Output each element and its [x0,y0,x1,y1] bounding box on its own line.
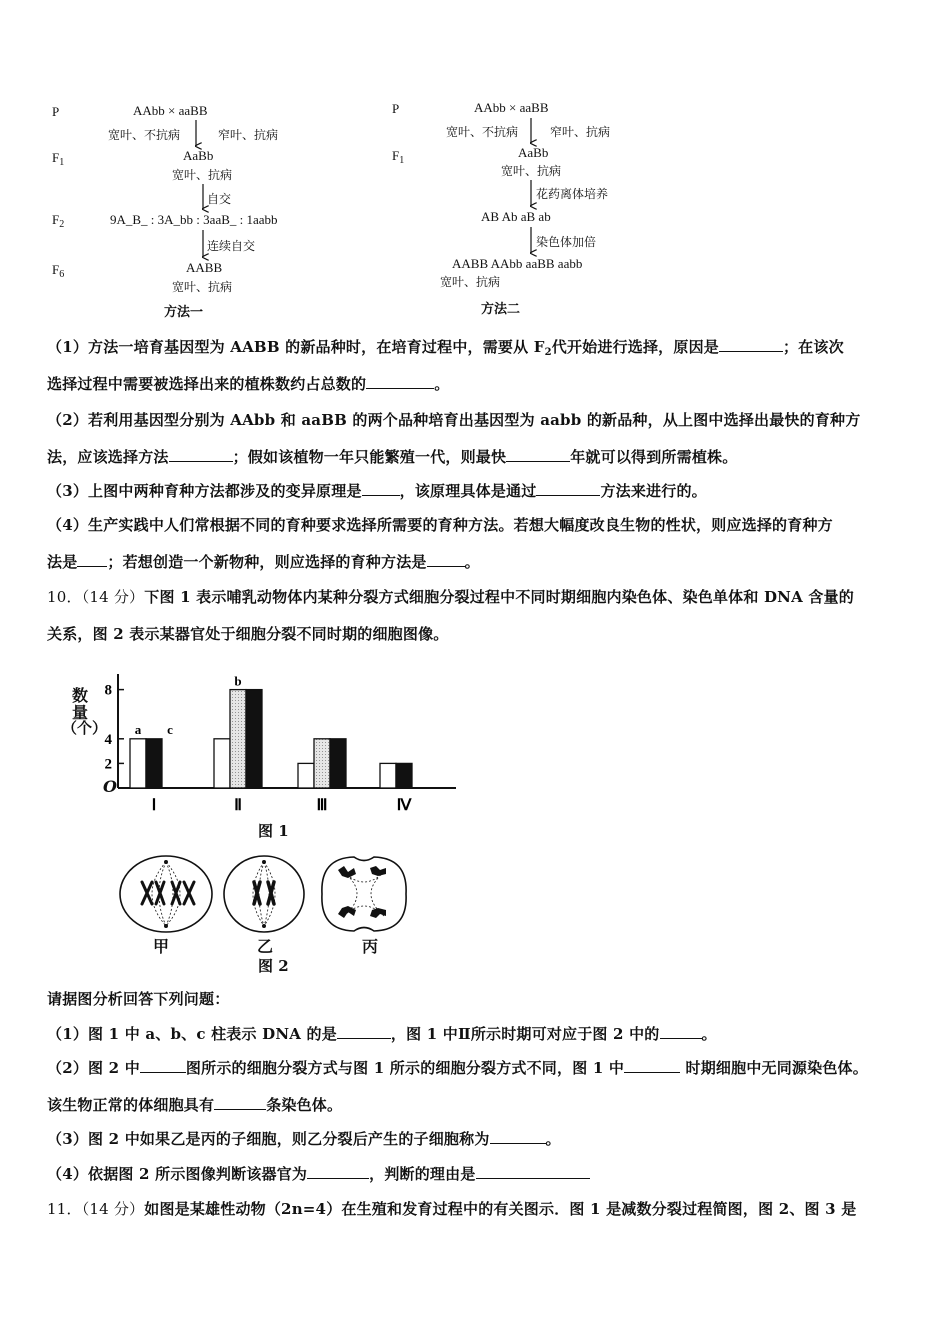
answer-blank[interactable] [536,480,600,496]
answer-blank[interactable] [307,1163,369,1179]
bar-a-3 [298,763,314,788]
question-score: （14 分） [81,1200,145,1218]
q10-part4: （4）依据图 2 所示图像判断该器官为 ，判断的理由是 [47,1163,590,1184]
cell-yi [224,856,304,932]
f6-genotype: AABB [186,260,223,275]
answer-blank[interactable] [476,1163,590,1179]
answer-blank[interactable] [624,1057,680,1073]
bar-c-2 [246,690,262,788]
q9-part4-line2: 法是 ；若想创造一个新物种，则应选择的育种方法是 。 [47,553,480,571]
diagram-arrows [0,0,950,330]
y-tick-label: 4 [104,731,112,748]
cell-label-yi: 乙 [257,937,274,956]
f1-trait: 宽叶、抗病 [501,164,562,178]
bar-a-1 [130,739,146,788]
figure1-caption: 图 1 [258,822,289,840]
x-tick-label: Ⅲ [316,797,328,814]
q9-part2-line1: （2）若利用基因型分别为 AAbb 和 aaBB 的两个品种培育出基因型为 aabb 的新品种，从上图中选择出最快的育种方 [47,411,861,429]
answer-blank[interactable] [140,1057,186,1073]
q10-stem-line2: 关系，图 2 表示某器官处于细胞分裂不同时期的细胞图像。 [47,625,449,643]
answer-blank[interactable] [366,373,434,389]
q9-part1-line1: （1）方法一培育基因型为 AABB 的新品种时，在培育过程中，需要从 $F_2$代开始进行选择，原因是 ；在该次 [47,338,844,358]
answer-blank[interactable] [214,1094,266,1110]
haploid-genotypes: AB Ab aB ab [481,209,551,224]
answer-blank[interactable] [77,551,107,567]
y-tick-label: 2 [104,756,112,773]
f2-ratio: 9A_B_ : 3A_bb : 3aaB_ : 1aabb [110,212,278,227]
question-number: 11． [47,1200,82,1218]
method-one-caption: 方法一 [164,304,204,319]
q10-part2-line2: 该生物正常的体细胞具有 条染色体。 [47,1096,343,1114]
x-tick-label: Ⅱ [234,797,242,814]
bar-b-3 [314,739,330,788]
answer-blank[interactable] [660,1023,702,1039]
cell-label-bing: 丙 [362,937,379,956]
cell-jia [120,856,212,932]
q10-lead: 请据图分析回答下列问题： [47,990,230,1008]
answer-blank[interactable] [719,336,783,352]
f1-genotype: AaBb [183,148,214,163]
parents-cross: AAbb × aaBB [474,100,549,115]
q10-part1: （1）图 1 中 a、b、c 柱表示 DNA 的是 ，图 1 中Ⅱ所示时期可对应于图 2 中的 。 [47,1025,717,1043]
y-tick-label: 8 [104,682,112,699]
label-f1: $F_1$ [52,150,65,168]
q9-part2-line2: 法，应该选择方法 ；假如该植物一年只能繁殖一代，则最快 年就可以得到所需植株。 [47,448,738,466]
question-number: 10． [47,588,82,606]
cell-bing [322,857,406,931]
f6-trait: 宽叶、抗病 [172,280,233,294]
question-score: （14 分） [81,588,145,606]
q11-stem: 11．（14 分）如图是某雄性动物（2n=4）在生殖和发育过程中的有关图示．图 1 是减数分裂过程简图，图 2、图 3 是 [47,1200,857,1218]
diploid-genotypes: AABB AAbb aaBB aabb [452,256,583,271]
label-f1: $F_1$ [392,148,405,166]
parents-cross: AAbb × aaBB [133,103,208,118]
figure2-caption: 图 2 [258,957,289,975]
x-tick-label: Ⅳ [396,797,412,814]
answer-blank[interactable] [506,446,570,462]
f1-genotype: AaBb [518,145,549,160]
parent1-trait: 宽叶、不抗病 [108,128,181,142]
y-axis-label-1: 数 [72,686,89,705]
answer-blank[interactable] [362,480,400,496]
q10-part3: （3）图 2 中如果乙是丙的子细胞，则乙分裂后产生的子细胞称为 。 [47,1130,561,1148]
x-tick-label: Ⅰ [151,797,157,814]
step-anther-culture: 花药离体培养 [536,187,609,201]
series-label-c: c [167,721,173,737]
cell-label-jia: 甲 [153,937,170,956]
step-continuous-selfing: 连续自交 [207,239,256,253]
parent2-trait: 窄叶、抗病 [218,128,279,142]
answer-blank[interactable] [490,1128,546,1144]
series-label-a: a [134,721,142,737]
bar-a-2 [214,739,230,788]
y-axis-label-2: 量 [72,703,89,722]
answer-blank[interactable] [169,446,233,462]
label-p: P [52,104,60,119]
bar-a-4 [380,763,396,788]
q9-part1-line2: 选择过程中需要被选择出来的植株数约占总数的 。 [47,375,450,393]
y-axis-label-3: （个） [62,719,108,737]
axis-origin: O [103,777,117,796]
label-f2: $F_2$ [52,212,65,230]
bar-b-2 [230,690,246,788]
final-trait: 宽叶、抗病 [440,275,501,289]
answer-blank[interactable] [337,1023,391,1039]
f1-trait: 宽叶、抗病 [172,168,233,182]
q10-stem-line1: 10．（14 分）下图 1 表示哺乳动物体内某种分裂方式细胞分裂过程中不同时期细胞内染色体、染色单体和 DNA 含量的 [47,588,854,606]
label-p: P [392,101,400,116]
q10-part2-line1: （2）图 2 中 图所示的细胞分裂方式与图 1 所示的细胞分裂方式不同，图 1 中 时期细胞中无同源染色体。 [47,1059,868,1077]
series-label-b: b [234,673,242,689]
step-selfing: 自交 [207,192,232,206]
parent2-trait: 窄叶、抗病 [550,125,611,139]
method-two-caption: 方法二 [481,301,521,316]
q9-part3: （3）上图中两种育种方法都涉及的变异原理是 ，该原理具体是通过 方法来进行的。 [47,482,707,500]
bar-c-3 [330,739,346,788]
step-chromosome-doubling: 染色体加倍 [536,235,597,249]
q9-part4-line1: （4）生产实践中人们常根据不同的育种要求选择所需要的育种方法。若想大幅度改良生物的性状，则应选择的育种方 [47,516,833,534]
bar-c-4 [396,763,412,788]
parent1-trait: 宽叶、不抗病 [446,125,519,139]
label-f6: $F_6$ [52,262,65,280]
chart-bars [130,690,412,788]
bar-c-1 [146,739,162,788]
answer-blank[interactable] [427,551,465,567]
